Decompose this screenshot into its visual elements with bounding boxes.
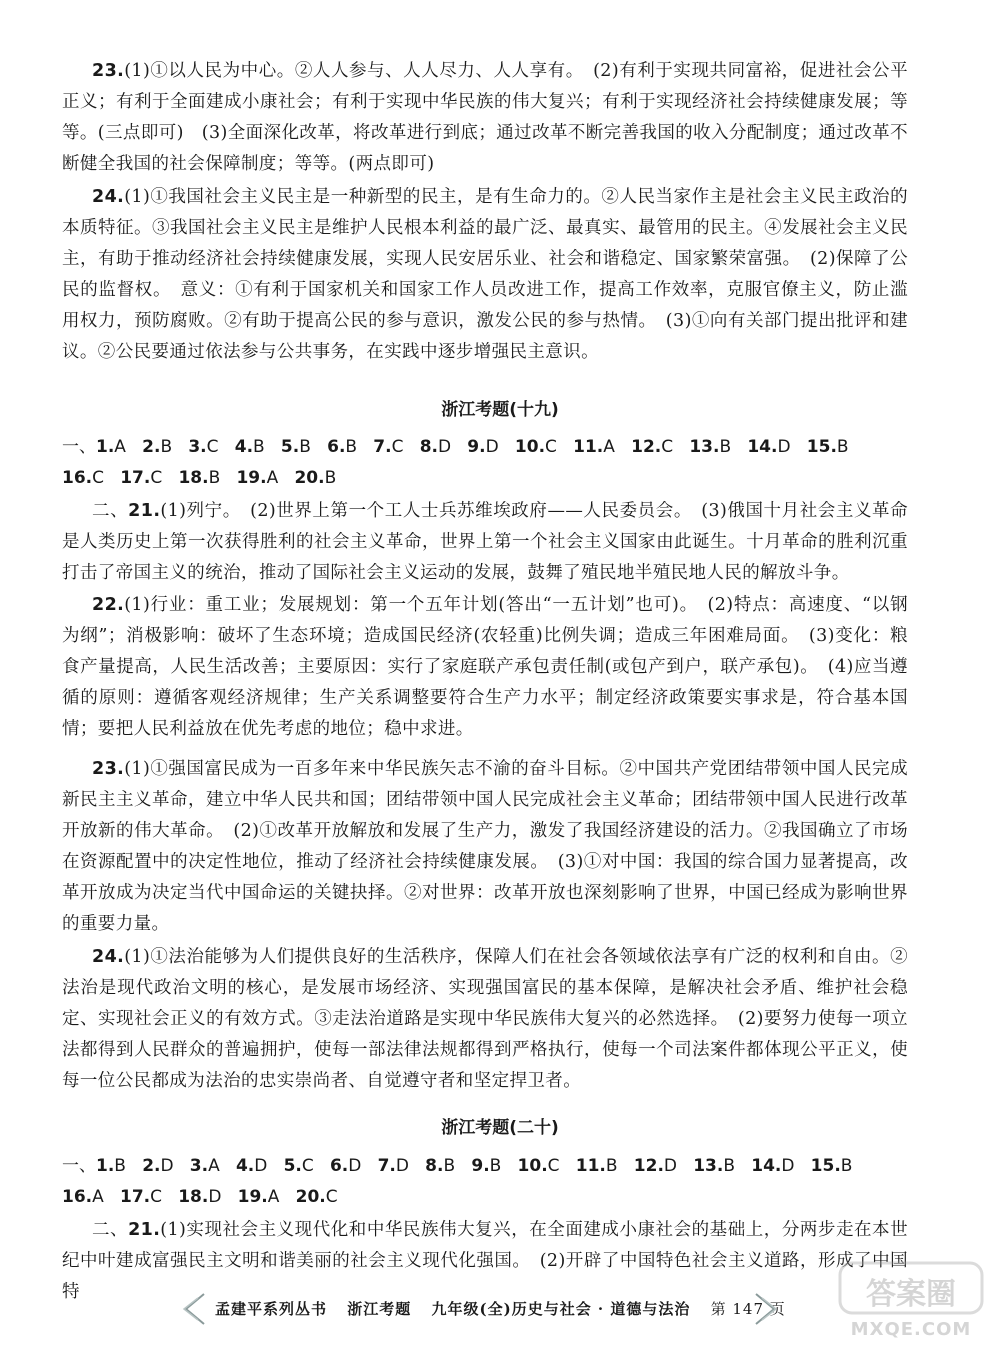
question-number: 4. — [235, 1156, 255, 1176]
footer-text — [215, 1298, 800, 1319]
answer-choice: D — [395, 1156, 409, 1176]
answer-choice: A — [266, 468, 279, 488]
question-number: 23. — [92, 61, 125, 81]
page-number: 第 147 页 — [710, 1300, 786, 1318]
section-prefix: 一、 — [62, 437, 96, 457]
answer-choice: D — [777, 437, 791, 457]
answer-line — [62, 463, 908, 494]
book-name: 浙江考题 — [347, 1300, 412, 1318]
question-number: 24. — [92, 187, 125, 207]
answer-text: (1)①强国富民成为一百多年来中华民族矢志不渝的奋斗目标。②中国共产党团结带领中国人民完成新民主主义革命，建立中华人民共和国；团结带领中国人民完成社会主义革命；团结带领中国人民进行改革开放新的伟大革命。 (2)①改革开放解放和发展了生产力，激发了我国经济建设的活力。②我国确立了市场在资源配置中的决定性地位，推动了经济社会持续健康发展。 (3)①对中国：我国的综合国力显著提高，改革开放成为决定当代中国命运的关键抉择。②对世界：改革开放也深刻影响了世界，中国已经成为影响世界的重要力量。 — [62, 759, 908, 934]
answer-choice: C — [661, 437, 674, 457]
question-number: 13. — [693, 1156, 724, 1176]
question-number: 18. — [178, 468, 209, 488]
answer-21-19 — [62, 496, 908, 589]
answer-text: (1)①我国社会主义民主是一种新型的民主，是有生命力的。②人民当家作主是社会主义民主政治的本质特征。③我国社会主义民主是维护人民根本利益的最广泛、最真实、最管用的民主。④发展社会主义民主，有助于推动经济社会持续健康发展，实现人民安居乐业、社会和谐稳定、国家繁荣富强。 (2)保障了公民的监督权。 意义：①有利于国家机关和国家工作人员改进工作，提高工作效率，克服官僚主义，防止滥用权力，预防腐败。②有助于提高公民的参与意识，激发公民的参与热情。 (3)①向有关部门提出批评和建议。②公民要通过依法参与公共事务，在实践中逐步增强民主意识。 — [62, 187, 908, 362]
section-heading-19: 浙江考题(十九) — [441, 400, 559, 420]
question-number: 24. — [92, 947, 125, 967]
answer-choice: B — [253, 437, 265, 457]
answer-choice: D — [160, 1156, 174, 1176]
answer-text: (1)行业：重工业；发展规划：第一个五年计划(答出“一五计划”也可)。 (2)特点：高速度、“以钢为纲”；消极影响：破坏了生态环境；造成国民经济(农轻重)比例失调；造成三年困难局面。 (3)变化：粮食产量提高，人民生活改善；主要原因：实行了家庭联产承包责任制(或包产到户，联产承包)。 (4)应当遵循的原则：遵循客观经济规律；生产关系调整要符合生产力水平；制定经济政策要实事求是，符合基本国情；要把人民利益放在优先考虑的地位；稳中求进。 — [62, 595, 908, 739]
answer-choice: B — [114, 1156, 126, 1176]
answer-choice: D — [437, 437, 452, 457]
answer-choice: C — [547, 1156, 560, 1176]
answer-choice: D — [663, 1156, 677, 1176]
right-ornament-icon — [752, 1292, 782, 1326]
question-number: 14. — [751, 1156, 782, 1176]
answer-choice: A — [92, 1187, 104, 1207]
question-number: 11. — [575, 1156, 606, 1176]
answer-line — [62, 1151, 908, 1182]
question-number: 4. — [234, 437, 254, 457]
answer-choice: B — [443, 1156, 456, 1176]
question-number: 13. — [689, 437, 720, 457]
answer-choice: C — [545, 437, 557, 457]
question-number: 15. — [806, 437, 837, 457]
question-number: 14. — [747, 437, 778, 457]
question-number: 12. — [633, 1156, 664, 1176]
answer-choice: A — [114, 437, 126, 457]
question-number: 19. — [237, 1187, 268, 1207]
section-prefix: 二、 — [92, 1220, 129, 1240]
answer-choice: A — [603, 437, 615, 457]
answer-choice: B — [208, 468, 221, 488]
answer-choice: D — [254, 1156, 268, 1176]
question-number: 5. — [280, 437, 300, 457]
question-number: 11. — [573, 437, 604, 457]
question-number: 20. — [294, 468, 325, 488]
question-number: 3. — [189, 1156, 209, 1176]
question-number: 10. — [514, 437, 546, 457]
answer-22-19 — [62, 590, 908, 745]
question-number: 8. — [419, 437, 438, 457]
answer-choice: D — [208, 1187, 222, 1207]
answer-line — [62, 432, 908, 463]
answer-choice: A — [208, 1156, 220, 1176]
answer-choice: B — [299, 437, 311, 457]
question-number: 21. — [128, 1220, 161, 1240]
question-number: 2. — [142, 1156, 161, 1176]
question-number: 19. — [236, 468, 267, 488]
question-number: 17. — [120, 468, 151, 488]
answer-choice: C — [92, 468, 104, 488]
question-number: 23. — [92, 759, 125, 779]
answer-choice: B — [605, 1156, 618, 1176]
answer-choice: D — [485, 437, 499, 457]
question-number: 1. — [96, 1156, 115, 1176]
answer-choice: C — [391, 437, 404, 457]
answer-text: (1)实现社会主义现代化和中华民族伟大复兴，在全面建成小康社会的基础上，分两步走在本世纪中叶建成富强民主文明和谐美丽的社会主义现代化强国。 (2)开辟了中国特色社会主义道路，形成了中国特 — [62, 1220, 908, 1302]
question-number: 21. — [128, 501, 161, 521]
watermark-logo — [836, 1255, 986, 1350]
left-ornament-icon — [178, 1292, 208, 1326]
answer-choice: B — [836, 437, 849, 457]
question-number: 5. — [283, 1156, 302, 1176]
answer-choice: B — [160, 437, 173, 457]
question-number: 6. — [327, 437, 346, 457]
answer-choice: C — [206, 437, 219, 457]
question-number: 8. — [425, 1156, 444, 1176]
answer-text: (1)列宁。 (2)世界上第一个工人士兵苏维埃政府——人民委员会。 (3)俄国十月社会主义革命是人类历史上第一次获得胜利的社会主义革命，世界上第一个社会主义国家由此诞生。十月革命的胜利沉重打击了帝国主义的统治，推动了国际社会主义运动的发展，鼓舞了殖民地半殖民地人民的解放斗争。 — [62, 501, 908, 583]
answer-line — [62, 1182, 908, 1213]
series-name: 孟建平系列丛书 — [215, 1300, 328, 1318]
question-number: 20. — [295, 1187, 326, 1207]
question-number: 22. — [92, 595, 125, 615]
answer-choice: B — [840, 1156, 853, 1176]
question-number: 15. — [810, 1156, 841, 1176]
question-number: 18. — [178, 1187, 209, 1207]
watermark-text-cn: 答案圈 — [866, 1277, 956, 1312]
answer-choice: D — [781, 1156, 795, 1176]
answer-23-19 — [62, 754, 908, 940]
answer-choice: B — [345, 437, 358, 457]
answer-24-19 — [62, 942, 908, 1097]
answer-choice: C — [325, 1187, 338, 1207]
question-number: 7. — [373, 437, 392, 457]
answer-choice: C — [301, 1156, 314, 1176]
question-number: 16. — [62, 1187, 93, 1207]
section-prefix: 二、 — [92, 501, 129, 521]
answer-choice: B — [723, 1156, 736, 1176]
answer-choice: A — [267, 1187, 280, 1207]
watermark-text-en: MXQE.COM — [850, 1319, 972, 1340]
answer-24-prev — [62, 182, 908, 368]
answer-23-prev — [62, 56, 908, 180]
answer-choice: C — [150, 468, 163, 488]
question-number: 12. — [631, 437, 662, 457]
answer-choice: C — [150, 1187, 162, 1207]
question-number: 6. — [329, 1156, 349, 1176]
grade-subject: 九年级(全)历史与社会 · 道德与法治 — [431, 1300, 691, 1318]
answer-choice: D — [348, 1156, 362, 1176]
answer-choice: B — [324, 468, 337, 488]
section-heading-20: 浙江考题(二十) — [441, 1118, 559, 1138]
question-number: 9. — [467, 437, 486, 457]
question-number: 17. — [119, 1187, 151, 1207]
question-number: 9. — [471, 1156, 490, 1176]
section-prefix: 一、 — [62, 1156, 96, 1176]
question-number: 10. — [517, 1156, 548, 1176]
question-number: 3. — [188, 437, 207, 457]
question-number: 16. — [62, 468, 93, 488]
answer-choice: B — [719, 437, 732, 457]
question-number: 2. — [142, 437, 161, 457]
answer-choice: B — [489, 1156, 502, 1176]
answer-text: (1)①以人民为中心。②人人参与、人人尽力、人人享有。 (2)有利于实现共同富裕，促进社会公平正义；有利于全面建成小康社会；有利于实现中华民族的伟大复兴；有利于实现经济社会持续健康发展；等等。(三点即可) (3)全面深化改革，将改革进行到底；通过改革不断完善我国的收入分配制度；通过改革不断健全我国的社会保障制度；等等。(两点即可) — [62, 61, 908, 174]
question-number: 7. — [377, 1156, 396, 1176]
answer-text: (1)①法治能够为人们提供良好的生活秩序，保障人们在社会各领域依法享有广泛的权利和自由。②法治是现代政治文明的核心，是发展市场经济、实现强国富民的基本保障，是解决社会矛盾、维护社会稳定、实现社会正义的有效方式。③走法治道路是实现中华民族伟大复兴的必然选择。 (2)要努力使每一项立法都得到人民群众的普遍拥护，使每一部法律法规都得到严格执行，使每一个司法案件都体现公平正义，使每一位公民都成为法治的忠实崇尚者、自觉遵守者和坚定捍卫者。 — [62, 947, 908, 1091]
question-number: 1. — [96, 437, 115, 457]
